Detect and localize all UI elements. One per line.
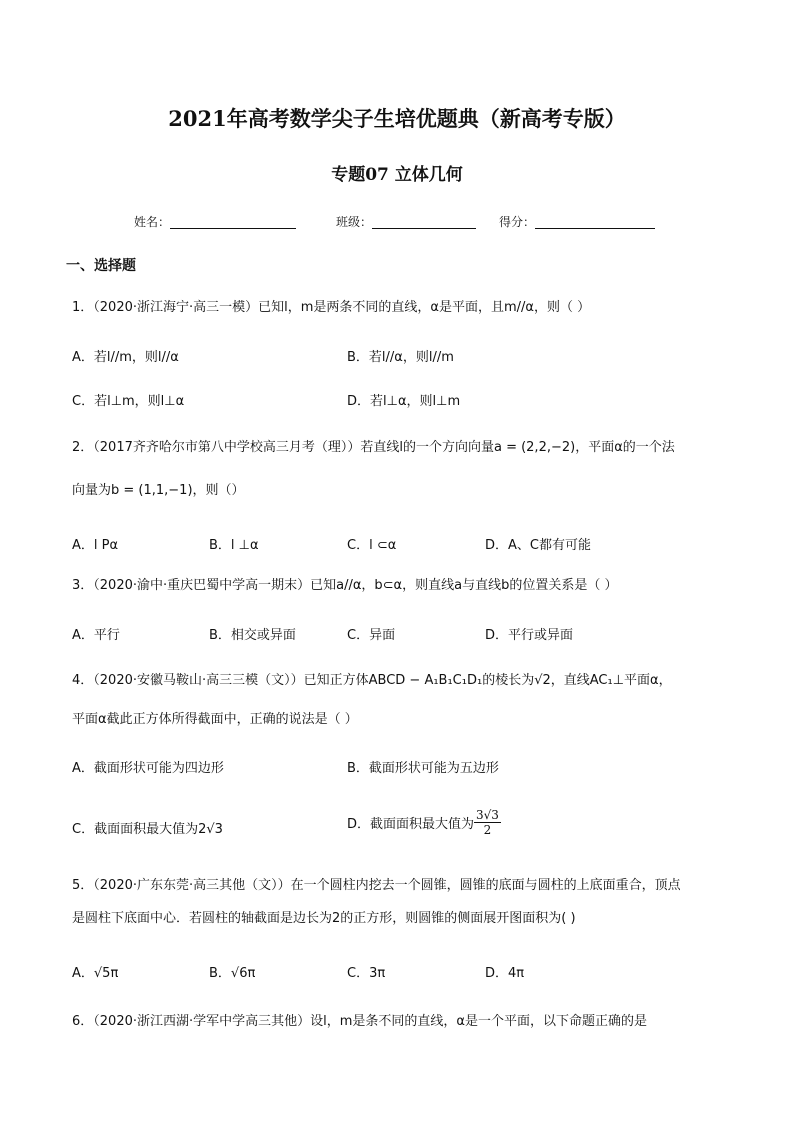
question-2-option-b: B．l ⊥α: [209, 538, 259, 553]
question-2-option-a: A．l Pα: [72, 538, 119, 553]
question-2-option-d: D．A、C都有可能: [485, 538, 591, 553]
question-2-stem-line2: 向量为b = (1,1,−1)，则（）: [72, 483, 245, 498]
class-label: 班级：: [336, 215, 373, 229]
question-4-option-d-text: D．截面面积最大值为: [347, 817, 475, 832]
score-blank[interactable]: [535, 215, 655, 229]
question-2-option-c: C．l ⊂α: [347, 538, 397, 553]
question-3-stem: 3．（2020·渝中·重庆巴蜀中学高一期末）已知a//α，b⊂α，则直线a与直线b的位置关系是（ ）: [72, 578, 618, 593]
question-3-option-d: D．平行或异面: [485, 628, 574, 643]
question-3-option-b: B．相交或异面: [209, 628, 296, 643]
fraction-numerator: 3√3: [476, 808, 499, 822]
question-4-option-c: C．截面面积最大值为2√3: [72, 822, 223, 837]
page-title: 2021年高考数学尖子生培优题典（新高考专版）: [168, 106, 626, 131]
question-4-option-d: [347, 808, 501, 837]
question-3-option-a: A．平行: [72, 628, 120, 643]
page-subtitle: 专题07 立体几何: [331, 165, 463, 185]
question-4-stem-line1: 4．（2020·安徽马鞍山·高三三模（文））已知正方体ABCD − A₁B₁C₁D₁的棱长为√2，直线AC₁⊥平面α，: [72, 673, 672, 688]
question-4-option-b: B．截面形状可能为五边形: [347, 761, 499, 776]
question-4-option-d-fraction: [474, 808, 501, 837]
question-1-stem: 1．（2020·浙江海宁·高三一模）已知l，m是两条不同的直线，α是平面，且m//α，则（ ）: [72, 300, 591, 315]
class-field: [336, 213, 476, 230]
question-5-option-b: B．√6π: [209, 966, 256, 981]
name-label: 姓名：: [134, 215, 171, 229]
question-5-stem-line1: 5．（2020·广东东莞·高三其他（文））在一个圆柱内挖去一个圆锥，圆锥的底面与圆柱的上底面重合，顶点: [72, 878, 681, 893]
name-blank[interactable]: [170, 215, 296, 229]
score-label: 得分：: [499, 215, 536, 229]
section-heading: 一、选择题: [66, 258, 136, 274]
question-1-option-d: D．若l⊥α，则l⊥m: [347, 394, 461, 409]
fraction-denominator: 2: [483, 823, 492, 837]
question-4-stem-line2: 平面α截此正方体所得截面中，正确的说法是（ ）: [72, 712, 358, 727]
question-5-stem-line2: 是圆柱下底面中心．若圆柱的轴截面是边长为2的正方形，则圆锥的侧面展开图面积为( ): [72, 911, 576, 926]
question-6-stem: 6．（2020·浙江西湖·学军中学高三其他）设l，m是条不同的直线，α是一个平面，以下命题正确的是: [72, 1014, 647, 1029]
question-5-option-d: D．4π: [485, 966, 525, 981]
name-field: [134, 213, 296, 230]
question-1-option-a: A．若l//m，则l//α: [72, 350, 179, 365]
question-5-option-c: C．3π: [347, 966, 386, 981]
question-4-option-a: A．截面形状可能为四边形: [72, 761, 224, 776]
question-2-stem-line1: 2．（2017齐齐哈尔市第八中学校高三月考（理））若直线l的一个方向向量a = (2,2,−2)，平面α的一个法: [72, 440, 675, 455]
question-1-option-b: B．若l//α，则l//m: [347, 350, 454, 365]
score-field: [499, 213, 655, 230]
class-blank[interactable]: [372, 215, 476, 229]
question-3-option-c: C．异面: [347, 628, 396, 643]
question-1-option-c: C．若l⊥m，则l⊥α: [72, 394, 185, 409]
question-5-option-a: A．√5π: [72, 966, 119, 981]
